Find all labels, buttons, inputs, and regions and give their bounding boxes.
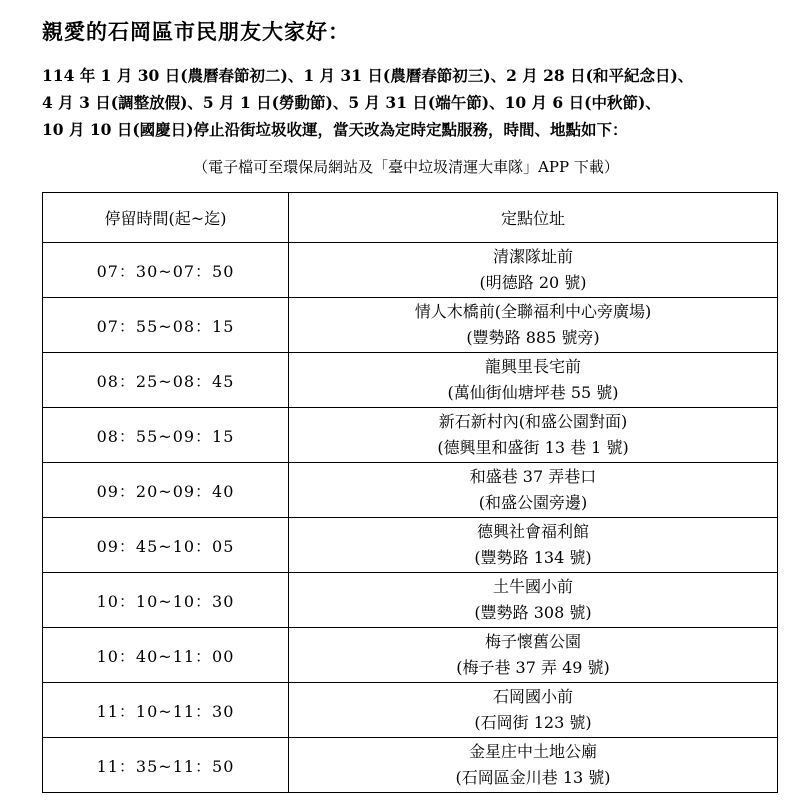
location-name: 石岡國小前 <box>492 687 573 706</box>
notice-line: 10 月 10 日(國慶日)停止沿街垃圾收運，當天改為定時定點服務，時間、地點如下： <box>42 120 628 139</box>
location-detail: (和盛公園旁邊) <box>478 493 588 512</box>
location-cell <box>289 408 778 463</box>
time-cell <box>43 683 289 738</box>
location-name: 土牛國小前 <box>492 577 573 596</box>
location-cell <box>289 353 778 408</box>
table-row <box>43 738 778 793</box>
time-cell <box>43 518 289 573</box>
location-detail: (明德路 20 號) <box>479 273 587 292</box>
location-name: 德興社會福利館 <box>476 522 589 541</box>
location-detail: (石岡區金川巷 13 號) <box>455 768 611 787</box>
location-cell <box>289 463 778 518</box>
notice-line: 4 月 3 日(調整放假)、5 月 1 日(勞動節)、5 月 31 日(端午節)、10 月 6 日(中秋節)、 <box>42 93 661 112</box>
time-range: 07：30~07：50 <box>96 261 235 281</box>
table-header-row <box>43 193 778 243</box>
time-range: 08：25~08：45 <box>96 371 235 391</box>
location-cell <box>289 243 778 298</box>
table-row <box>43 408 778 463</box>
time-range: 11：35~11：50 <box>96 756 235 776</box>
location-name: 新石新村內(和盛公園對面) <box>438 412 628 431</box>
location-column-header: 定點位址 <box>289 193 778 243</box>
location-cell <box>289 573 778 628</box>
location-name: 和盛巷 37 弄巷口 <box>469 467 597 486</box>
location-detail: (萬仙街仙塘坪巷 55 號) <box>447 383 619 402</box>
time-range: 11：10~11：30 <box>96 701 235 721</box>
table-row <box>43 628 778 683</box>
location-detail: (豐勢路 885 號旁) <box>466 328 600 347</box>
table-row <box>43 243 778 298</box>
location-detail: (德興里和盛街 13 巷 1 號) <box>437 438 629 457</box>
time-range: 10：40~11：00 <box>96 646 235 666</box>
table-row <box>43 353 778 408</box>
schedule-body <box>43 243 778 793</box>
time-range: 09：45~10：05 <box>96 536 235 556</box>
time-range: 09：20~09：40 <box>96 481 235 501</box>
time-range: 07：55~08：15 <box>96 316 235 336</box>
schedule-table <box>42 192 778 793</box>
location-name: 情人木橋前(全聯福利中心旁廣場) <box>414 302 652 321</box>
time-cell <box>43 573 289 628</box>
location-cell <box>289 298 778 353</box>
time-cell <box>43 628 289 683</box>
download-note: （電子檔可至環保局網站及「臺中垃圾清運大車隊」APP 下載） <box>193 158 619 176</box>
time-range: 10：10~10：30 <box>96 591 235 611</box>
table-row <box>43 298 778 353</box>
notice-line: 114 年 1 月 30 日(農曆春節初二)、1 月 31 日(農曆春節初三)、2 月 28 日(和平紀念日)、 <box>42 66 694 85</box>
holiday-notice <box>42 62 802 143</box>
location-cell <box>289 628 778 683</box>
time-cell <box>43 353 289 408</box>
location-detail: (梅子巷 37 弄 49 號) <box>456 658 610 677</box>
table-row <box>43 573 778 628</box>
location-name: 金星庄中土地公廟 <box>468 742 597 761</box>
table-row <box>43 518 778 573</box>
location-detail: (石岡街 123 號) <box>474 713 592 732</box>
location-cell <box>289 683 778 738</box>
location-name: 清潔隊址前 <box>492 247 573 266</box>
time-cell <box>43 298 289 353</box>
location-cell <box>289 518 778 573</box>
location-cell <box>289 738 778 793</box>
time-cell <box>43 738 289 793</box>
page-title: 親愛的石岡區市民朋友大家好： <box>42 19 350 44</box>
time-cell <box>43 243 289 298</box>
time-cell <box>43 463 289 518</box>
table-row <box>43 683 778 738</box>
location-detail: (豐勢路 308 號) <box>474 603 592 622</box>
time-column-header: 停留時間(起~迄) <box>43 193 289 243</box>
location-name: 梅子懷舊公園 <box>484 632 581 651</box>
table-row <box>43 463 778 518</box>
location-detail: (豐勢路 134 號) <box>474 548 592 567</box>
time-range: 08：55~09：15 <box>96 426 235 446</box>
location-name: 龍興里長宅前 <box>484 357 581 376</box>
time-cell <box>43 408 289 463</box>
